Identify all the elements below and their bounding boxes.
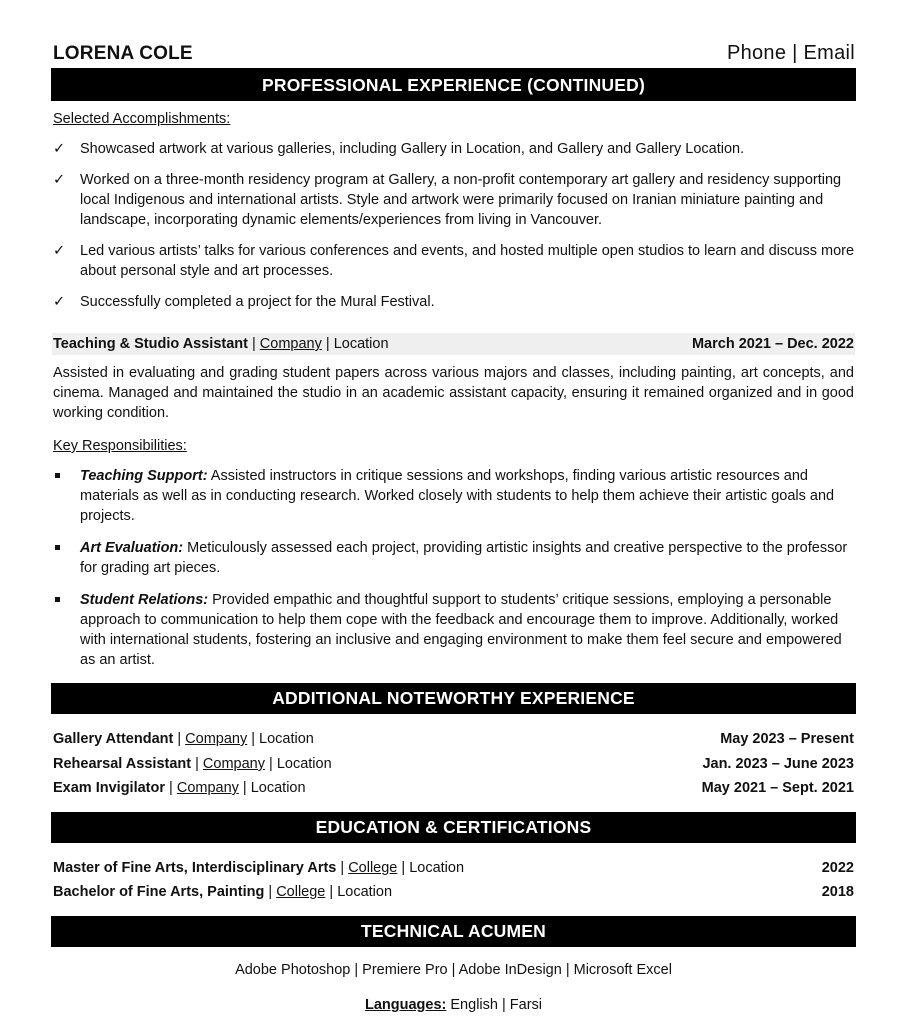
check-icon: ✓ <box>53 243 66 259</box>
additional-row: Rehearsal Assistant | Company | Location Jan. 2023 – June 2023 <box>53 756 854 772</box>
responsibilities-heading: Key Responsibilities: <box>53 438 187 454</box>
contact-info: Phone | Email <box>726 42 855 64</box>
accomplishments-heading: Selected Accomplishments: <box>53 111 231 127</box>
job-company: Company <box>259 336 322 352</box>
job-title: Teaching & Studio Assistant <box>53 336 248 352</box>
job-dates: March 2021 – Dec. 2022 <box>691 336 854 352</box>
list-item: Art Evaluation: Meticulously assessed each project, providing artistic insights and creative perspective to the professor for grading art pieces. <box>53 538 856 578</box>
list-item: ✓ Successfully completed a project for the Mural Festival. <box>53 294 435 310</box>
languages-label: Languages: <box>364 997 447 1013</box>
languages-line <box>51 997 856 1013</box>
list-item: Teaching Support: Assisted instructors in critique sessions and workshops, finding various artistic resources and materials as well as in conducting research. Worked closely with students to help them achieve their artistic goals and projects. <box>53 466 856 526</box>
section-professional-experience: PROFESSIONAL EXPERIENCE (CONTINUED) <box>51 70 856 101</box>
education-row: Bachelor of Fine Arts, Painting | College | Location 2018 <box>53 884 854 900</box>
section-additional-experience: ADDITIONAL NOTEWORTHY EXPERIENCE <box>51 683 856 714</box>
resume-header <box>53 42 855 68</box>
check-icon: ✓ <box>53 141 66 157</box>
square-bullet-icon <box>55 473 60 478</box>
accomplishments-list <box>53 139 856 312</box>
square-bullet-icon <box>55 597 60 602</box>
square-bullet-icon <box>55 545 60 550</box>
check-icon: ✓ <box>53 294 66 310</box>
list-item: ✓ Led various artists’ talks for various conferences and events, and hosted multiple open studios to learn and discuss more about personal style and art processes. <box>53 243 855 279</box>
section-education: EDUCATION & CERTIFICATIONS <box>51 812 856 843</box>
check-icon: ✓ <box>53 172 66 188</box>
additional-row: Exam Invigilator | Company | Location May 2021 – Sept. 2021 <box>53 780 854 796</box>
list-item: ✓ Showcased artwork at various galleries, including Gallery in Location, and Gallery and Gallery Location. <box>53 141 745 157</box>
job-title-row: Teaching & Studio Assistant | Company | Location March 2021 – Dec. 2022 <box>52 333 855 355</box>
education-row: Master of Fine Arts, Interdisciplinary Arts | College | Location 2022 <box>53 860 854 876</box>
responsibilities-list <box>53 466 856 670</box>
job-location: Location <box>333 336 389 352</box>
job-summary: Assisted in evaluating and grading student papers across various majors and classes, including painting, art concepts, and cinema. Managed and maintained the studio in an academic assistant capacity, ensuring it remained organized and in good working condition. <box>53 365 854 421</box>
list-item: Student Relations: Provided empathic and thoughtful support to students’ critique sessions, employing a personable approach to communication to help them cope with the feedback and encourage them to improve. Additionally, worked with international students, fostering an inclusive and engaging environment to make them feel secure and empowered as an artist. <box>53 590 856 670</box>
additional-row: Gallery Attendant | Company | Location May 2023 – Present <box>53 731 854 747</box>
list-item: ✓ Worked on a three-month residency program at Gallery, a non-profit contemporary art gallery and residency supporting local Indigenous and international artists. Style and artwork were primarily focused on Iranian miniature painting and landscape, incorporating dynamic elements/experiences from living in Vancouver. <box>53 172 842 228</box>
technical-tools: Adobe Photoshop | Premiere Pro | Adobe InDesign | Microsoft Excel <box>235 962 672 978</box>
candidate-name: LORENA COLE <box>53 43 193 64</box>
languages-value: English | Farsi <box>446 997 542 1013</box>
section-technical: TECHNICAL ACUMEN <box>51 916 856 947</box>
